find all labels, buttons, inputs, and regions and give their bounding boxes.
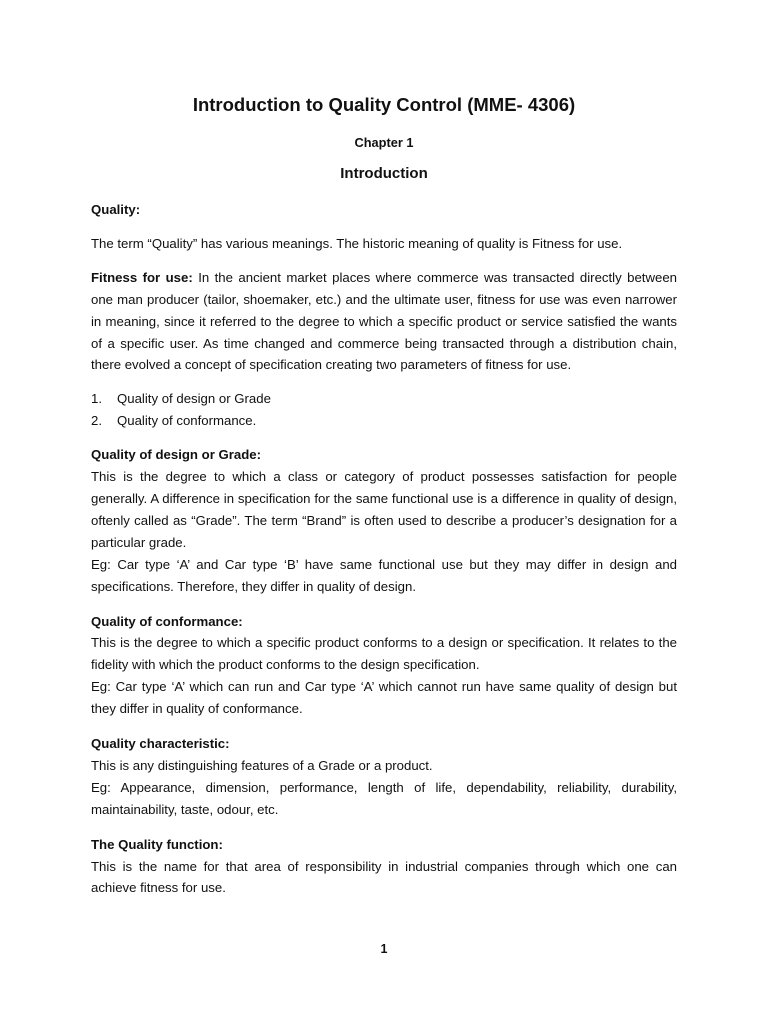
function-heading: The Quality function: <box>91 836 223 852</box>
design-heading: Quality of design or Grade: <box>91 447 261 463</box>
design-text: This is the degree to which a class or category of product possesses satisfaction for people generally. A difference in specification for the same functional use is a difference in quality of design, oftenly called as “Grade”. The term “Brand” is often used to describe a producer’s designation for a particular grade. <box>91 469 677 550</box>
list-text: Quality of conformance. <box>117 413 257 429</box>
document-title: Introduction to Quality Control (MME- 4306) <box>192 94 576 115</box>
list-number: 2. <box>91 413 102 429</box>
list-number: 1. <box>91 391 102 407</box>
characteristic-text: This is any distinguishing features of a Grade or a product. <box>91 757 433 773</box>
function-text: This is the name for that area of responsibility in industrial companies through which one can achieve fitness for use. <box>91 858 677 896</box>
list-text: Quality of design or Grade <box>117 391 271 407</box>
design-example: Eg: Car type ‘A’ and Car type ‘B’ have same functional use but they may differ in design and specifications. Therefore, they differ in quality of design. <box>91 556 677 594</box>
conformance-example: Eg: Car type ‘A’ which can run and Car type ‘A’ which cannot run have same quality of design but they differ in quality of conformance. <box>91 679 677 717</box>
conformance-heading: Quality of conformance: <box>91 613 243 629</box>
document-body <box>91 199 677 899</box>
section-heading: Introduction <box>340 165 428 182</box>
quality-text: The term “Quality” has various meanings. The historic meaning of quality is Fitness for use. <box>91 235 623 251</box>
list-item <box>91 388 677 410</box>
page-number: 1 <box>380 942 388 956</box>
characteristic-heading: Quality characteristic: <box>91 736 230 752</box>
list-item <box>91 410 677 432</box>
chapter-label: Chapter 1 <box>354 135 414 150</box>
fitness-paragraph <box>91 267 677 377</box>
conformance-text: This is the degree to which a specific product conforms to a design or specification. It relates to the fidelity with which the product conforms to the design specification. <box>91 635 677 673</box>
quality-heading: Quality: <box>91 202 141 217</box>
characteristic-example: Eg: Appearance, dimension, performance, length of life, dependability, reliability, durability, maintainability, taste, odour, etc. <box>91 779 677 817</box>
parameters-list <box>91 388 677 432</box>
fitness-label: Fitness for use: <box>91 269 193 285</box>
fitness-text: In the ancient market places where commerce was transacted directly between one man producer (tailor, shoemaker, etc.) and the ultimate user, fitness for use was even narrower in meaning, since it referred to the degree to which a specific product or service satisfied the wants of a specific user. As time changed and commerce being transacted through a distribution chain, there evolved a concept of specification creating two parameters of fitness for use. <box>91 269 677 373</box>
